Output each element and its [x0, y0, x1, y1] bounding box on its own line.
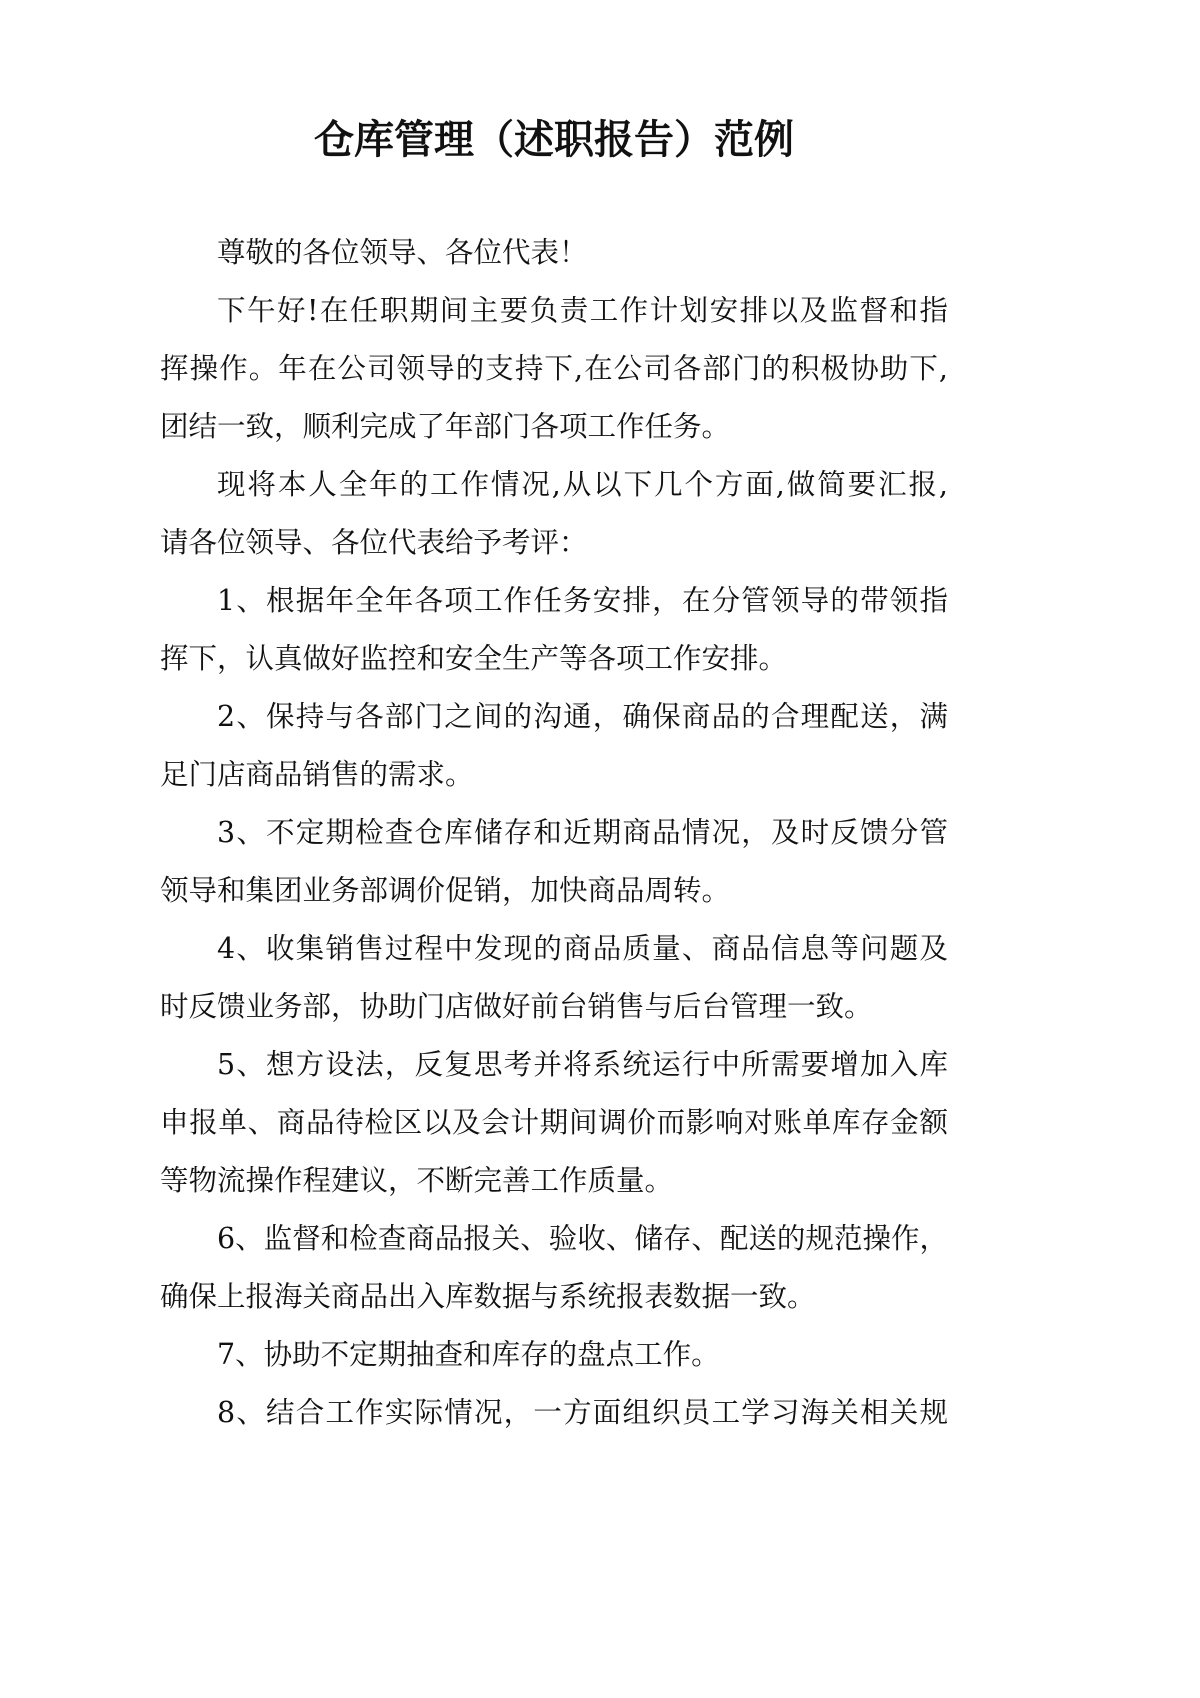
paragraph-line: 申报单、商品待检区以及会计期间调价而影响对账单库存金额 [160, 1106, 948, 1139]
paragraph-line: 确保上报海关商品出入库数据与系统报表数据一致。 [160, 1280, 816, 1313]
paragraph-item-6 [160, 1210, 948, 1326]
paragraph-line: 6、监督和检查商品报关、验收、储存、配送的规范操作， [217, 1222, 948, 1255]
paragraph-line: 5、想方设法，反复思考并将系统运行中所需要增加入库 [217, 1048, 948, 1081]
paragraph-line: 等物流操作程建议，不断完善工作质量。 [160, 1164, 674, 1197]
paragraph-line: 时反馈业务部，协助门店做好前台销售与后台管理一致。 [160, 990, 873, 1023]
paragraph-item-5 [160, 1036, 948, 1210]
paragraph-item-1 [160, 572, 948, 688]
paragraph-line: 尊敬的各位领导、各位代表！ [217, 236, 588, 269]
document-body [160, 224, 948, 1442]
paragraph-intro [160, 456, 948, 572]
document-title: 仓库管理（述职报告）范例 [314, 116, 794, 163]
paragraph-item-7 [160, 1326, 948, 1384]
paragraph-line: 2、保持与各部门之间的沟通，确保商品的合理配送，满 [217, 700, 948, 733]
paragraph-line: 领导和集团业务部调价促销，加快商品周转。 [160, 874, 731, 907]
paragraph-line: 现将本人全年的工作情况,从以下几个方面,做简要汇报, [217, 468, 948, 501]
paragraph-line: 4、收集销售过程中发现的商品质量、商品信息等问题及 [217, 932, 948, 965]
paragraph-line: 挥操作。年在公司领导的支持下,在公司各部门的积极协助下, [160, 352, 948, 385]
paragraph-line: 足门店商品销售的需求。 [160, 758, 474, 791]
paragraph-greeting [160, 282, 948, 456]
paragraph-item-3 [160, 804, 948, 920]
paragraph-line: 8、结合工作实际情况，一方面组织员工学习海关相关规 [217, 1396, 948, 1429]
paragraph-line: 挥下，认真做好监控和安全生产等各项工作安排。 [160, 642, 788, 675]
paragraph-item-4 [160, 920, 948, 1036]
paragraph-item-2 [160, 688, 948, 804]
paragraph-item-8 [160, 1384, 948, 1442]
paragraph-line: 请各位领导、各位代表给予考评： [160, 526, 588, 559]
paragraph-line: 3、不定期检查仓库储存和近期商品情况，及时反馈分管 [217, 816, 948, 849]
paragraph-line: 团结一致，顺利完成了年部门各项工作任务。 [160, 410, 731, 443]
paragraph-salutation [160, 224, 948, 282]
paragraph-line: 1、根据年全年各项工作任务安排，在分管领导的带领指 [217, 584, 948, 617]
paragraph-line: 7、协助不定期抽查和库存的盘点工作。 [217, 1338, 720, 1371]
paragraph-line: 下午好!在任职期间主要负责工作计划安排以及监督和指 [217, 294, 948, 327]
